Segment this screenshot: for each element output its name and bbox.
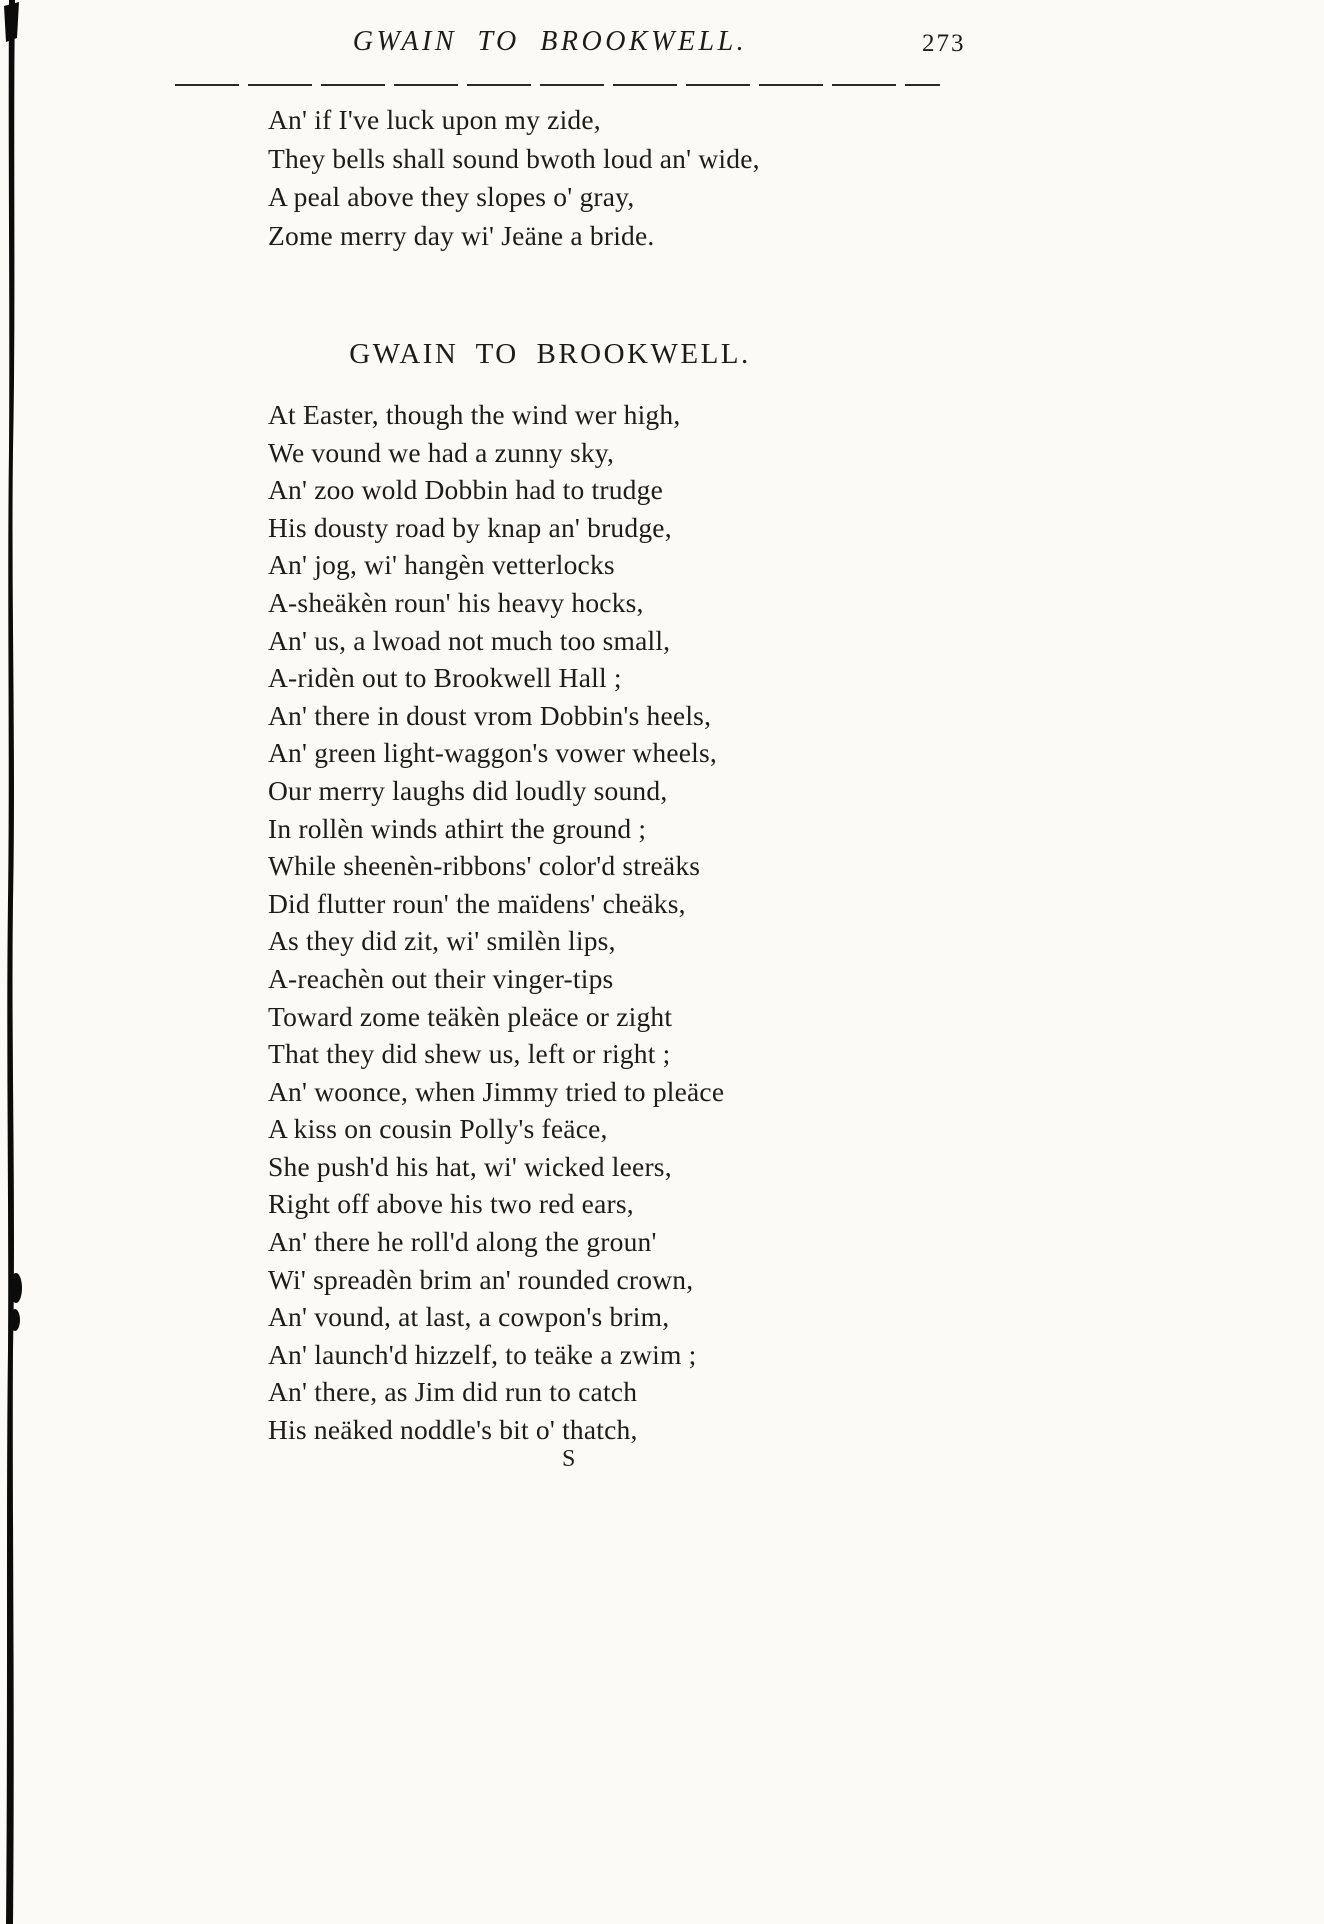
poem-line: That they did shew us, left or right ; [268, 1038, 671, 1070]
poem-line: As they did zit, wi' smilèn lips, [268, 925, 616, 957]
poem-line: An' green light-waggon's vower wheels, [268, 737, 717, 769]
poem-line: An' jog, wi' hangèn vetterlocks [268, 549, 615, 581]
poem-line: An' zoo wold Dobbin had to trudge [268, 474, 663, 506]
binding-edge [0, 0, 30, 1924]
poem-line: Wi' spreadèn brim an' rounded crown, [268, 1263, 694, 1295]
poem-line: At Easter, though the wind wer high, [268, 399, 681, 430]
poem-line: His dousty road by knap an' brudge, [268, 511, 672, 543]
poem-line: Did flutter roun' the maïdens' cheäks, [268, 887, 686, 919]
poem-line: An' if I've luck upon my zide, [268, 104, 601, 135]
poem-line: An' launch'd hizzelf, to teäke a zwim ; [268, 1338, 697, 1370]
poem-body [268, 396, 724, 1449]
poem-line: An' there, as Jim did run to catch [268, 1376, 638, 1408]
poem-line: A peal above they slopes o' gray, [268, 181, 635, 212]
poem-line: Right off above his two red ears, [268, 1188, 634, 1220]
signature-mark: S [562, 1446, 577, 1472]
poem-line: His neäked noddle's bit o' thatch, [268, 1414, 638, 1446]
poem-line: An' vound, at last, a cowpon's brim, [268, 1301, 670, 1333]
page-number: 273 [922, 30, 966, 57]
poem-line: A kiss on cousin Polly's feäce, [268, 1113, 608, 1145]
poem-line: In rollèn winds athirt the ground ; [268, 812, 647, 844]
poem-line: A-ridèn out to Brookwell Hall ; [268, 662, 622, 694]
poem-line: An' us, a lwoad not much too small, [268, 624, 671, 656]
poem-line: A-sheäkèn roun' his heavy hocks, [268, 586, 644, 618]
poem-line: Zome merry day wi' Jeäne a bride. [268, 219, 655, 251]
poem-line: She push'd his hat, wi' wicked leers, [268, 1150, 672, 1182]
header-rule [175, 84, 940, 86]
poem-line: While sheenèn-ribbons' color'd streäks [268, 850, 701, 882]
closing-stanza [268, 101, 760, 255]
running-title: GWAIN TO BROOKWELL. [352, 26, 748, 57]
poem-line: Our merry laughs did loudly sound, [268, 774, 668, 806]
poem-title: GWAIN TO BROOKWELL. [349, 338, 751, 370]
poem-line: A-reachèn out their vinger-tips [268, 962, 614, 994]
poem-line: An' woonce, when Jimmy tried to pleäce [268, 1075, 725, 1107]
poem-line: An' there in doust vrom Dobbin's heels, [268, 699, 712, 731]
poem-line: Toward zome teäkèn pleäce or zight [268, 1000, 673, 1032]
poem-line: An' there he roll'd along the groun' [268, 1226, 657, 1258]
poem-line: They bells shall sound bwoth loud an' wide, [268, 142, 760, 174]
poem-line: We vound we had a zunny sky, [268, 436, 615, 468]
